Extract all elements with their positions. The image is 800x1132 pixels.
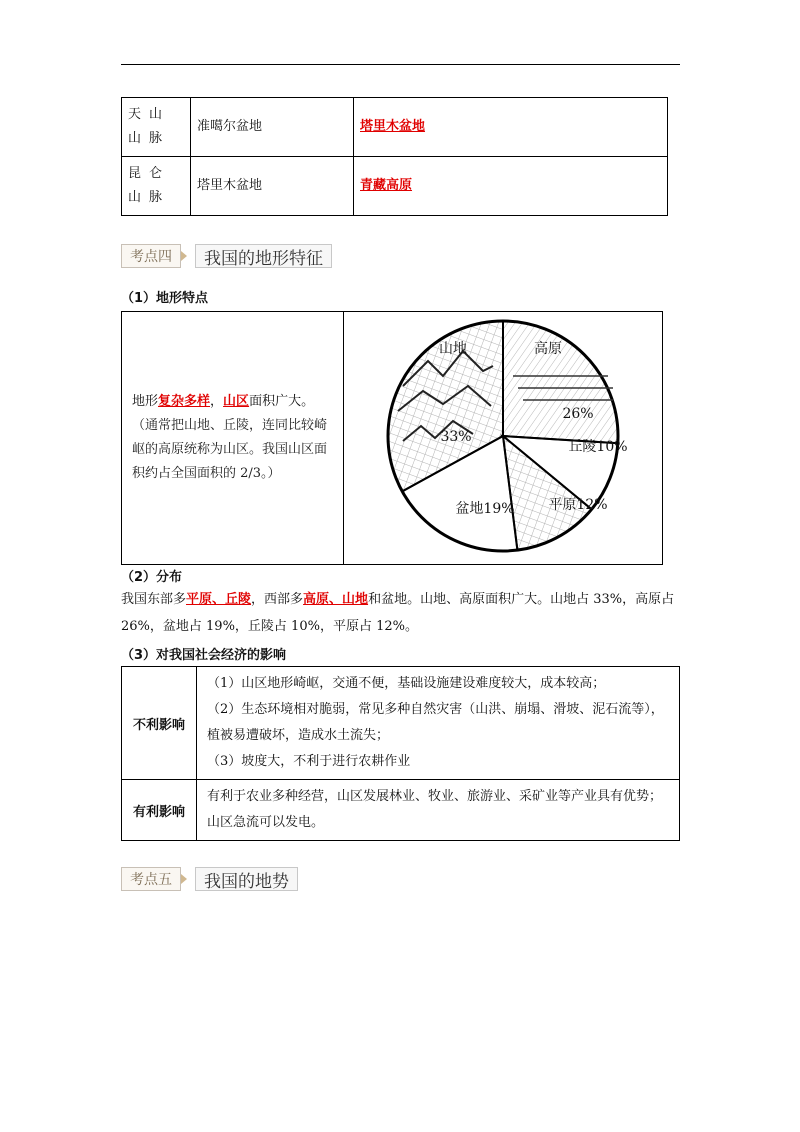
pie-value-label: 26% — [562, 406, 594, 422]
distribution-paragraph: 我国东部多平原、丘陵，西部多高原、山地和盆地。山地、高原面积广大。山地占 33%，高原占 26%，盆地占 19%，丘陵占 10%，平原占 12%。 — [121, 592, 675, 634]
pie-label: 山地 — [439, 341, 468, 357]
range-cell: 天山山脉 — [122, 98, 191, 157]
section-heading-4 — [121, 243, 332, 269]
table-row — [122, 157, 668, 216]
highlight-text: 复杂多样 — [158, 394, 211, 409]
subtitle-distribution: （2）分布 — [121, 570, 183, 585]
pie-slice-高原 — [503, 321, 618, 443]
mountain-basin-table — [121, 97, 668, 216]
north-basin-cell: 塔里木盆地 — [191, 157, 354, 216]
highlight-text: 平原、丘陵 — [186, 592, 252, 607]
pie-chart-cell — [344, 312, 663, 565]
pie-label: 丘陵10% — [568, 439, 628, 455]
impact-body: 有利于农业多种经营，山区发展林业、牧业、旅游业、采矿业等产业具有优势；山区急流可以发电。 — [197, 780, 680, 841]
terrain-pie-chart — [373, 316, 633, 556]
north-basin-cell: 准噶尔盆地 — [191, 98, 354, 157]
range-cell: 昆仑山脉 — [122, 157, 191, 216]
pie-label: 高原 — [534, 341, 563, 357]
subtitle-impact: （3）对我国社会经济的影响 — [121, 648, 287, 663]
header-rule — [121, 64, 680, 65]
section-tag: 考点四 — [121, 244, 181, 268]
impact-head: 有利影响 — [122, 780, 197, 841]
highlight-text: 山区 — [223, 394, 250, 409]
table-row — [122, 98, 668, 157]
pie-label: 盆地19% — [455, 501, 515, 517]
table-row — [122, 667, 680, 780]
section-heading-5 — [121, 866, 298, 892]
table-row — [122, 780, 680, 841]
section-title: 我国的地势 — [195, 867, 298, 891]
pie-value-label: 33% — [440, 429, 472, 445]
highlight-text: 高原、山地 — [303, 592, 369, 607]
terrain-description: 地形复杂多样，山区面积广大。 （通常把山地、丘陵，连同比较崎岖的高原统称为山区。我国山区面积约占全国面积的 2/3。） — [122, 312, 344, 565]
section-title: 我国的地形特征 — [195, 244, 332, 268]
impact-table — [121, 666, 680, 841]
impact-head: 不利影响 — [122, 667, 197, 780]
answer-text: 青藏高原 — [360, 178, 413, 193]
south-basin-cell — [354, 98, 668, 157]
terrain-table — [121, 311, 663, 565]
terrain-note: （通常把山地、丘陵，连同比较崎岖的高原统称为山区。我国山区面积约占全国面积的 2/3。） — [132, 418, 328, 481]
impact-body: （1）山区地形崎岖，交通不便，基础设施建设难度较大，成本较高； （2）生态环境相对脆弱，常见多种自然灾害（山洪、崩塌、滑坡、泥石流等），植被易遭破坏，造成水土流失； （3）坡度大，不利于进行农耕作业 — [197, 667, 680, 780]
south-basin-cell — [354, 157, 668, 216]
answer-text: 塔里木盆地 — [360, 119, 426, 134]
subtitle-terrain: （1）地形特点 — [121, 291, 209, 306]
pie-label: 平原12% — [548, 497, 608, 513]
section-tag: 考点五 — [121, 867, 181, 891]
